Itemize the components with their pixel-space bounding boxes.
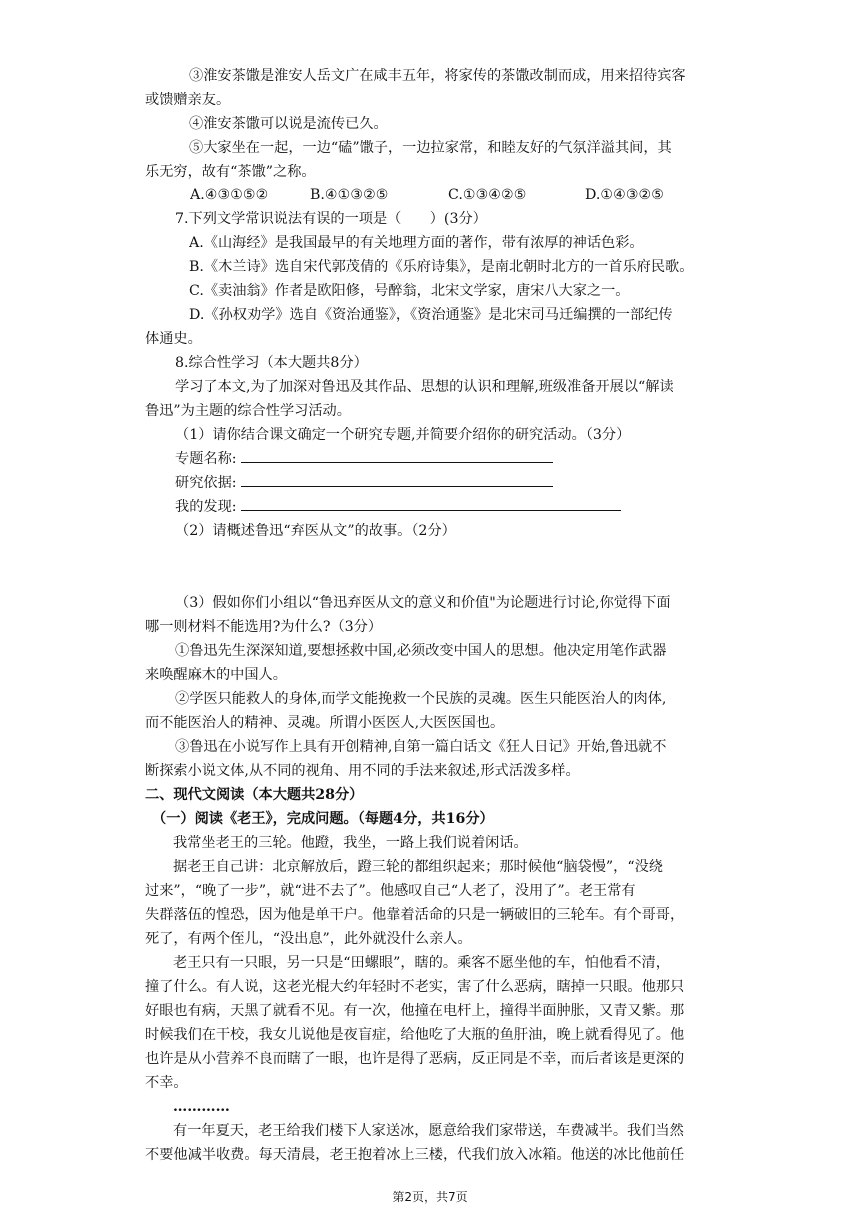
option-b: B.④①③②⑤ <box>310 187 389 203</box>
answer-blank[interactable] <box>241 472 553 487</box>
passage-line: 不要他减半收费。每天清晨，老王抱着冰上三楼，代我们放入冰箱。他送的冰比他前任 <box>145 1147 685 1163</box>
q8-title: 8.综合性学习（本大题共8分） <box>175 355 368 371</box>
ellipsis: ………… <box>173 1099 230 1115</box>
answer-blank[interactable] <box>241 448 553 463</box>
option-c: C.①③④②⑤ <box>448 187 527 203</box>
passage-line: 我常坐老王的三轮。他蹬，我坐，一路上我们说着闲话。 <box>173 835 528 851</box>
q7-option-d: D.《孙权劝学》选自《资治通鉴》，《资治通鉴》是北宋司马迁编撰的一部纪传 <box>189 307 673 323</box>
field-basis <box>175 471 745 495</box>
passage-line: 过来”，“晚了一步”，就“进不去了”。他感叹自己“人老了，没用了”。老王常有 <box>145 883 636 899</box>
paragraph-line: ③淮安茶馓是淮安人岳文广在咸丰五年，将家传的茶馓改制而成，用来招待宾客 <box>189 68 686 84</box>
q7-stem: 7.下列文学常识说法有误的一项是（ ）(3分） <box>175 211 487 227</box>
q7-option-c: C.《卖油翁》作者是欧阳修，号醉翁，北宋文学家，唐宋八大家之一。 <box>189 283 630 299</box>
page-footer: 第2页，共7页 <box>392 1190 468 1204</box>
material-3-cont: 断探索小说文体,从不同的视角、用不同的手法来叙述,形式活泼多样。 <box>145 763 580 779</box>
passage-line: 有一年夏天，老王给我们楼下人家送冰，愿意给我们家带送，车费减半。我们当然 <box>173 1123 684 1139</box>
option-d: D.①④③②⑤ <box>585 187 664 203</box>
paragraph-line: 乐无穷，故有“茶馓”之称。 <box>145 164 316 180</box>
passage-line: 死了，有两个侄儿，“没出息”，此外就没什么亲人。 <box>145 931 472 947</box>
q8-intro-cont: 鲁迅”为主题的综合性学习活动。 <box>145 403 351 419</box>
passage-line: 撞了什么。有人说，这老光棍大约年轻时不老实，害了什么恶病，瞎掉一只眼。他那只 <box>145 979 685 995</box>
q8-sub2: （2）请概述鲁迅“弃医从文”的故事。（2分） <box>175 523 456 539</box>
material-2: ②学医只能救人的身体,而学文能挽救一个民族的灵魂。医生只能医治人的肉体, <box>175 691 667 707</box>
passage-line: 不幸。 <box>145 1075 188 1091</box>
q8-sub1: （1）请你结合课文确定一个研究专题,并简要介绍你的研究活动。（3分） <box>175 427 631 443</box>
field-label: 研究依据: <box>175 475 237 491</box>
q7-option-b: B.《木兰诗》选自宋代郭茂倩的《乐府诗集》，是南北朝时北方的一首乐府民歌。 <box>189 259 694 275</box>
field-topic <box>175 447 745 471</box>
subsection-title: （一）阅读《老王》，完成问题。（每题4分，共16分） <box>152 811 494 827</box>
passage-line: 据老王自己讲：北京解放后，蹬三轮的都组织起来；那时候他“脑袋慢”，“没绕 <box>173 859 663 875</box>
field-label: 我的发现: <box>175 499 237 515</box>
section-title: 二、现代文阅读（本大题共28分） <box>145 787 364 803</box>
option-a: A.④③①⑤② <box>190 187 269 203</box>
material-3: ③鲁迅在小说写作上具有开创精神,自第一篇白话文《狂人日记》开始,鲁迅就不 <box>175 739 667 755</box>
passage-line: 失群落伍的惶恐，因为他是单干户。他靠着活命的只是一辆破旧的三轮车。有个哥哥， <box>145 907 685 923</box>
paragraph-line: ⑤大家坐在一起，一边“磕”馓子，一边拉家常，和睦友好的气氛洋溢其间，其 <box>189 140 672 156</box>
passage-line: 好眼也有病，天黑了就看不见。有一次，他撞在电杆上，撞得半面肿胀，又青又紫。那 <box>145 1003 685 1019</box>
q8-sub3: （3）假如你们小组以“鲁迅弃医从文的意义和价值"为论题进行讨论,你觉得下面 <box>175 595 671 611</box>
passage-line: 也许是从小营养不良而瞎了一眼，也许是得了恶病，反正同是不幸，而后者该是更深的 <box>145 1051 685 1067</box>
passage-line: 老王只有一只眼，另一只是“田螺眼”，瞎的。乘客不愿坐他的车，怕他看不清， <box>173 955 670 971</box>
paragraph-line: ④淮安茶馓可以说是流传已久。 <box>189 116 388 132</box>
paragraph-line: 或馈赠亲友。 <box>145 92 231 108</box>
field-findings <box>175 495 745 519</box>
q7-option-d-cont: 体通史。 <box>145 331 202 347</box>
material-2-cont: 而不能医治人的精神、灵魂。所谓小医医人,大医医国也。 <box>145 715 505 731</box>
field-label: 专题名称: <box>175 451 237 467</box>
passage-line: 时候我们在干校，我女儿说他是夜盲症，给他吃了大瓶的鱼肝油，晚上就看得见了。他 <box>145 1027 685 1043</box>
q8-intro: 学习了本文,为了加深对鲁迅及其作品、思想的认识和理解,班级准备开展以“解读 <box>175 379 674 395</box>
material-1-cont: 来唤醒麻木的中国人。 <box>145 667 287 683</box>
material-1: ①鲁迅先生深深知道,要想拯救中国,必须改变中国人的思想。他决定用笔作武器 <box>175 643 667 659</box>
answer-blank[interactable] <box>241 496 621 511</box>
q8-sub3-cont: 哪一则材料不能选用?为什么?（3分） <box>145 619 383 635</box>
q6-options <box>190 183 720 207</box>
q7-option-a: A.《山海经》是我国最早的有关地理方面的著作，带有浓厚的神话色彩。 <box>189 235 644 251</box>
